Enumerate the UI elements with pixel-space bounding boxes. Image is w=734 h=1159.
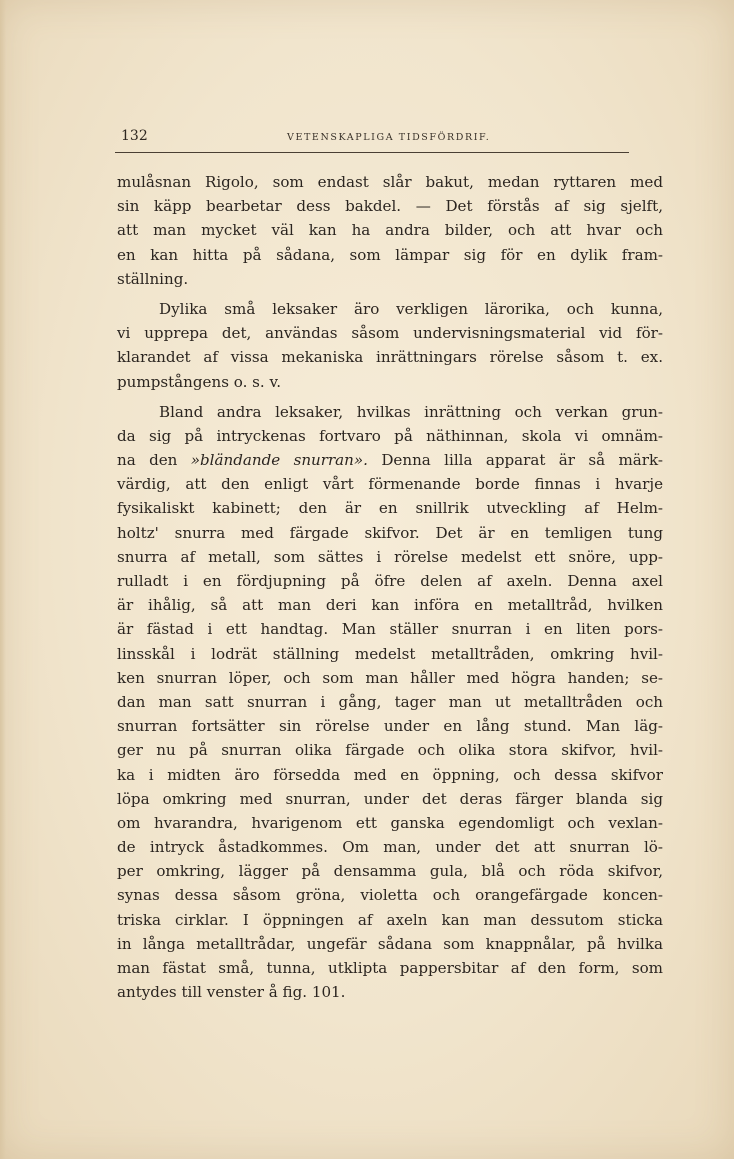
text-line: de intryck åstadkommes. Om man, under det att snurran lö- — [117, 838, 663, 857]
text-line: värdig, att den enligt vårt förmenande borde finnas i hvarje — [117, 475, 663, 494]
text-line: vi upprepa det, användas såsom undervisningsmaterial vid för- — [117, 324, 663, 343]
page-header — [115, 122, 629, 153]
text-line: per omkring, lägger på densamma gula, blå och röda skifvor, — [117, 862, 663, 881]
text-line: ken snurran löper, och som man håller med högra handen; se- — [117, 668, 663, 687]
text-line: pumpstångens o. s. v. — [117, 372, 282, 391]
text-line: man fästat små, tunna, utklipta pappersbitar af den form, som — [117, 959, 663, 977]
text-line: da sig på intryckenas fortvaro på näthinnan, skola vi omnäm- — [117, 426, 663, 445]
text-line: en kan hitta på sådana, som lämpar sig för en dylik fram- — [117, 245, 663, 264]
page-number: 132 — [121, 128, 148, 144]
text-line: mulåsnan Rigolo, som endast slår bakut, medan ryttaren med — [117, 173, 663, 191]
paragraph-3 — [117, 400, 663, 1005]
text-line: om hvarandra, hvarigenom ett ganska egendomligt och vexlan- — [117, 813, 663, 832]
text-line: löpa omkring med snurran, under det deras färger blanda sig — [117, 789, 663, 808]
text-line: Bland andra leksaker, hvilkas inrättning och verkan grun- — [159, 402, 663, 421]
text-line: är ihålig, så att man deri kan införa en metalltråd, hvilken — [117, 596, 663, 615]
text-line: snurra af metall, som sättes i rörelse medelst ett snöre, upp- — [117, 547, 663, 566]
text-line: in långa metalltrådar, ungefär sådana som knappnålar, på hvilka — [117, 934, 663, 953]
running-head: VETENSKAPLIGA TIDSFÖRDRIF. — [287, 132, 491, 143]
text-line: holtz' snurra med färgade skifvor. Det är en temligen tung — [117, 523, 663, 542]
text-line: Dylika små leksaker äro verkligen lärorika, och kunna, — [159, 299, 663, 318]
text-line: synas dessa såsom gröna, violetta och orangefärgade koncen- — [117, 886, 663, 905]
text-line: antydes till venster å fig. 101. — [117, 983, 346, 1002]
text-line: snurran fortsätter sin rörelse under en lång stund. Man läg- — [117, 717, 663, 736]
text-line: är fästad i ett handtag. Man ställer snurran i en liten pors- — [117, 620, 663, 639]
text-fragment: na den — [117, 451, 191, 470]
text-line: ka i midten äro försedda med en öppning, och dessa skifvor — [117, 765, 663, 784]
text-fragment: Denna lilla apparat är så märk- — [367, 451, 664, 470]
text-line: ställning. — [117, 269, 189, 288]
paragraph-2 — [117, 297, 663, 394]
text-line: sin käpp bearbetar dess bakdel. — Det förstås af sig sjelft, — [117, 197, 663, 216]
paragraph-1 — [117, 170, 663, 291]
italic-title: »bländande snurran». — [190, 451, 368, 470]
text-line: ger nu på snurran olika färgade och olika stora skifvor, hvil- — [117, 741, 663, 760]
text-line — [117, 448, 663, 472]
text-line: rulladt i en fördjupning på öfre delen af axeln. Denna axel — [117, 572, 663, 590]
text-line: triska cirklar. I öppningen af axeln kan man dessutom sticka — [117, 910, 663, 929]
text-line: att man mycket väl kan ha andra bilder, och att hvar och — [117, 221, 663, 240]
text-line: fysikaliskt kabinett; den är en snillrik utveckling af Helm- — [117, 499, 663, 518]
body-text — [117, 170, 663, 1004]
page-edge-shadow — [0, 0, 6, 1159]
text-line: linsskål i lodrät ställning medelst metalltråden, omkring hvil- — [117, 644, 663, 663]
text-line: klarandet af vissa mekaniska inrättningars rörelse såsom t. ex. — [117, 348, 663, 367]
text-line: dan man satt snurran i gång, tager man ut metalltråden och — [117, 692, 663, 711]
